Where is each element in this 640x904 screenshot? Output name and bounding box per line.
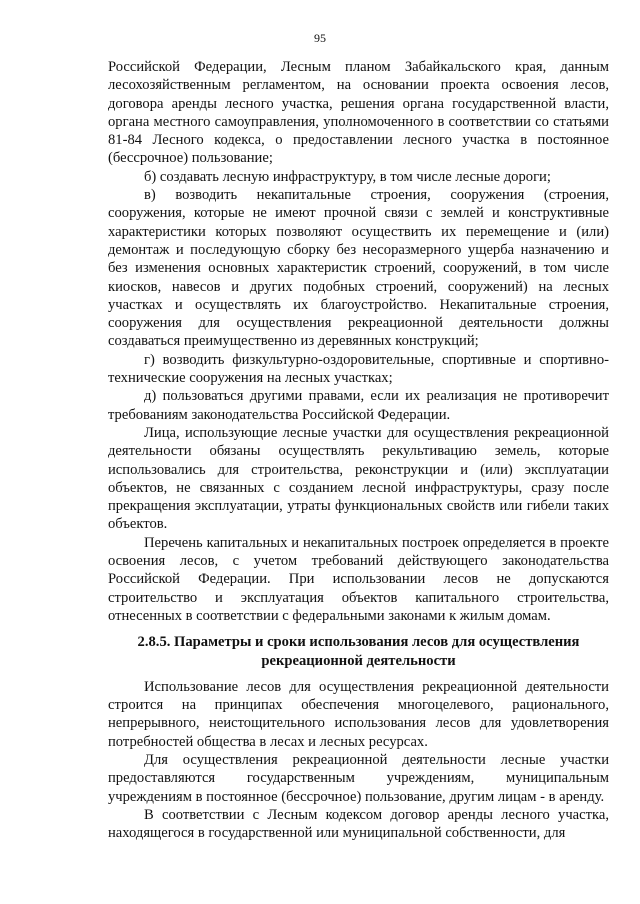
page-number: 95 — [314, 31, 326, 45]
paragraph-item-v: в) возводить некапитальные строения, сооружения (строения, сооружения, которые не имеют прочной связи с землей и конструктивные характеристики которых позволяют осуществить их перемещение и (или) демонтаж и последующую сборку без несоразмерного ущерба назначению и без изменения основных характеристик строений, сооружений, в том числе киосков, навесов и других подобных строений, сооружений) на лесных участках и осуществлять их благоустройство. Некапитальные строения, сооружения для осуществления рекреационной деятельности должны создаваться преимущественно из деревянных конструкций; — [108, 187, 609, 350]
paragraph-provision: Для осуществления рекреационной деятельности лесные участки предоставляются государственным учреждениям, муниципальным учреждениям в постоянное (бессрочное) пользование, другим лицам - в аренду. — [108, 751, 609, 805]
paragraph-item-b: б) создавать лесную инфраструктуру, в том числе лесные дороги; — [144, 168, 551, 185]
section-heading-line-1: 2.8.5. Параметры и сроки использования лесов для осуществления — [137, 634, 580, 651]
section-heading — [108, 633, 609, 670]
section-heading-line-2: рекреационной деятельности — [261, 652, 456, 669]
paragraph-recultivation: Лица, использующие лесные участки для осуществления рекреационной деятельности обязаны осуществлять рекультивацию земель, которые использовались для строительства, реконструкции и (или) эксплуатации объектов, не связанных с созданием лесной инфраструктуры, сразу после прекращения эксплуатации, утраты функциональных свойств или гибели таких объектов. — [108, 424, 609, 533]
page-body — [108, 58, 609, 842]
paragraph-buildings-list: Перечень капитальных и некапитальных построек определяется в проекте освоения лесов, с учетом требований действующего законодательства Российской Федерации. При использовании лесов не допускаются строительство и эксплуатация объектов капитального строительства, отнесенных в соответствии с федеральными законами к жилым домам. — [108, 534, 609, 624]
paragraph-item-g: г) возводить физкультурно-оздоровительные, спортивные и спортивно-технические сооружения на лесных участках; — [108, 351, 609, 387]
paragraph-item-d: д) пользоваться другими правами, если их реализация не противоречит требованиям законодательства Российской Федерации. — [108, 388, 609, 423]
paragraph-continuation: Российской Федерации, Лесным планом Забайкальского края, данным лесохозяйственным регламентом, на основании проекта освоения лесов, договора аренды лесного участка, решения органа государственной власти, органа местного самоуправления, уполномоченного в соответствии со статьями 81-84 Лесного кодекса, о предоставлении лесного участка в постоянное (бессрочное) пользование; — [108, 59, 609, 167]
paragraph-principles: Использование лесов для осуществления рекреационной деятельности строится на принципах обеспечения многоцелевого, рационального, непрерывного, неистощительного использования лесов для удовлетворения потребностей общества в лесах и лесных ресурсах. — [108, 678, 609, 750]
paragraph-lease-contract: В соответствии с Лесным кодексом договор аренды лесного участка, находящегося в государственной или муниципальной собственности, для — [108, 806, 609, 842]
